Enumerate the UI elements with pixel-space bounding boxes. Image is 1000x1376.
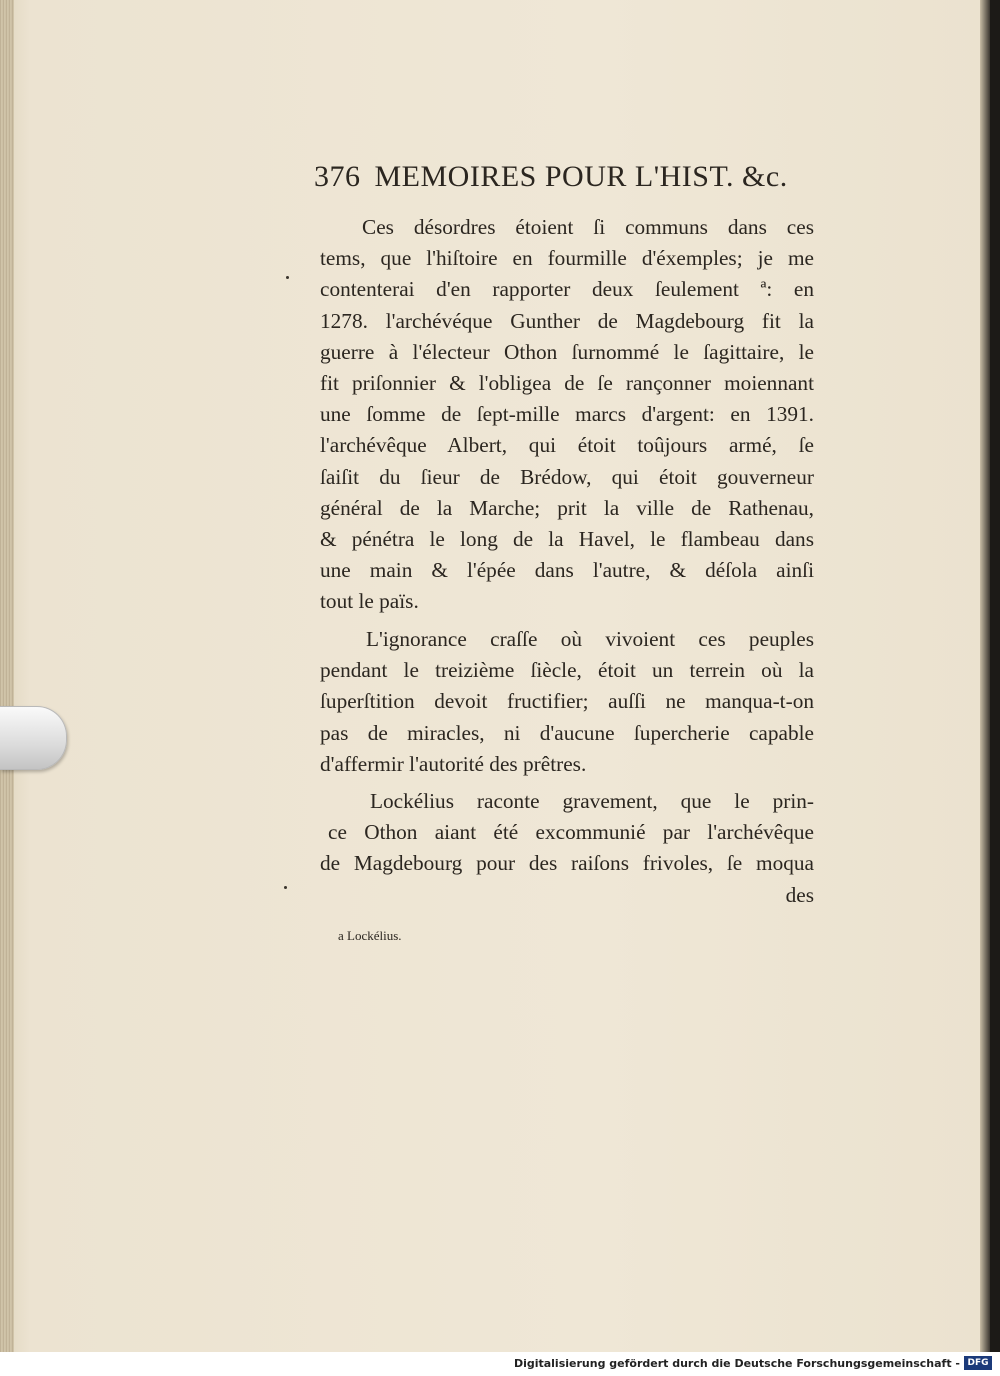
bookmark-tab <box>0 706 67 770</box>
paragraph-2 <box>320 624 814 780</box>
text-line: 1278. l'archévéque Gunther de Magdebourg fit la <box>320 308 814 333</box>
text-line: ſuperſtition devoit fructifier; auſſi ne manqua-t-on <box>320 689 814 714</box>
dfg-logo: DFG <box>964 1356 992 1370</box>
text-line: pas de miracles, ni d'aucune ſupercherie capable <box>320 720 814 745</box>
text-line: Lockélius raconte gravement, que le prin- <box>370 789 814 813</box>
text-line: d'affermir l'autorité des prêtres. <box>320 751 587 776</box>
page-right-edge <box>980 0 990 1352</box>
page-stack-edge <box>0 0 14 1352</box>
text-line: une main & l'épée dans l'autre, & déſola ainſi <box>320 558 814 583</box>
text-line: tems, que l'hiſtoire en fourmille d'éxemples; je me <box>320 246 814 271</box>
paragraph-3 <box>320 786 814 911</box>
text-line: une ſomme de ſept-mille marcs d'argent: en 1391. <box>320 402 814 427</box>
running-header <box>314 160 814 194</box>
text-line: ce Othon aiant été excommunié par l'archévêque <box>328 820 814 845</box>
text-line: l'archévêque Albert, qui étoit toûjours armé, ſe <box>320 433 814 458</box>
text-line: pendant le treizième ſiècle, étoit un terrein où la <box>320 658 814 683</box>
catchword: des <box>785 882 814 907</box>
ink-speck <box>286 276 289 279</box>
funding-credit: Digitalisierung gefördert durch die Deutsche Forschungsgemeinschaft - <box>513 1357 960 1370</box>
text-line: de Magdebourg pour des raiſons frivoles, ſe moqua <box>320 851 814 876</box>
running-title: MEMOIRES POUR L'HIST. &c. <box>374 160 788 193</box>
text-line: fit priſonnier & l'obligea de ſe rançonner moiennant <box>320 370 814 395</box>
text-line: ſaiſit du ſieur de Brédow, qui étoit gouverneur <box>320 464 814 489</box>
ink-speck <box>284 886 287 889</box>
paragraph-1 <box>320 212 814 617</box>
text-line: Ces désordres étoient ſi communs dans ces <box>362 215 814 239</box>
text-line: général de la Marche; prit la ville de Rathenau, <box>320 495 814 520</box>
text-line: contenterai d'en rapporter deux ſeulement ª: en <box>320 277 814 302</box>
footnote: a Lockélius. <box>338 928 402 943</box>
page-number: 376 <box>314 160 361 193</box>
text-line: & pénétra le long de la Havel, le flambeau dans <box>320 526 814 551</box>
text-line: L'ignorance craſſe où vivoient ces peuples <box>366 627 814 651</box>
text-line: guerre à l'électeur Othon ſurnommé le ſagittaire, le <box>320 339 814 364</box>
text-line: tout le païs. <box>320 589 419 614</box>
